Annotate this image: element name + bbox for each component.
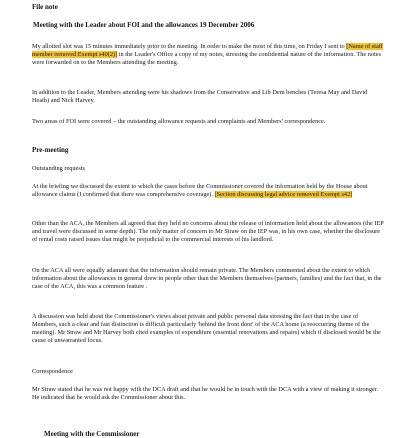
subheading-correspondence: Correspondence xyxy=(32,368,73,375)
file-note-label: File note xyxy=(32,3,58,11)
subheading-outstanding-requests: Outstanding requests xyxy=(32,165,85,172)
paragraph-text: My allotted slot was 15 minutes immediately prior to the meeting. In order to make the most of this time, on Friday I sent to xyxy=(32,43,347,50)
paragraph-attendees: In addition to the Leader, Members attending were his shadows from the Conservative and Lib Dem benches (Teresa May and David Heath) and Nick Harvey. xyxy=(32,89,368,105)
heading-meeting-commissioner: Meeting with the Commissioner xyxy=(44,430,140,438)
paragraph-areas-covered: Two areas of FOI were covered – the outstanding allowance requests and complaints and Members' correspondence. xyxy=(32,118,326,125)
paragraph-briefing xyxy=(32,183,384,199)
paragraph-straw-dca: Mr Straw stated that he was not happy with the DCA draft and that he would be in touch with the DCA with a view of making it stronger. He indicated that he would ask the Commissioner about this. xyxy=(32,386,379,402)
paragraph-allotted-slot xyxy=(32,43,384,67)
redaction-highlight: [Section discussing legal advice removed Exempt s42] xyxy=(214,191,353,199)
paragraph-other-than-aca: Other than the ACA, the Members all agreed that they held no concerns about the release of information held about the allowances (the IEP and travel were discussed in some depth). The only matter of concern to Mr Straw on the IEP was, in his own case, whether the disclosure of rental costs raised issues that might be prejudicial to the commercial interests of his landlord. xyxy=(32,220,384,244)
heading-pre-meeting: Pre-meeting xyxy=(32,146,69,154)
paragraph-aca-private: On the ACA all were equally adamant that the information should remain private. The Members commented about the extent to which information about the allowances in general drew in people other than the Members themselves (partners, families) and the fact that, in the case of the ACA, this was a common feature . xyxy=(32,267,382,291)
redaction-highlight: [Name of staff member removed Exempt s40(2)] xyxy=(32,43,383,59)
document-page xyxy=(32,0,384,438)
paragraph-discussion: A discussion was held about the Commissioner's views about private and public personal data stressing the fact that in the case of Members, such a clear and fast distinction is difficult particularly 'behind the front door' of the ACA home (a reoccurring theme of the meeting). Mr Straw and Mr Harvey both cited examples of expenditure (essential renovations and repairs) which if disclosed would be the cause of unwarranted focus. xyxy=(32,313,381,345)
paragraph-text: At the briefing we discussed the extent to which the cases before the Commissioner covered the information held by the House about allowance claims (I confirmed that there was comprehensive coverage). xyxy=(32,183,368,199)
paragraph-text: in the Leader's Office a copy of my notes, stressing the confidential nature of the information. The notes were forwarded on to the Members attending the meeting. xyxy=(32,51,382,67)
document-title: Meeting with the Leader about FOI and the allowances 19 December 2006 xyxy=(33,21,255,29)
